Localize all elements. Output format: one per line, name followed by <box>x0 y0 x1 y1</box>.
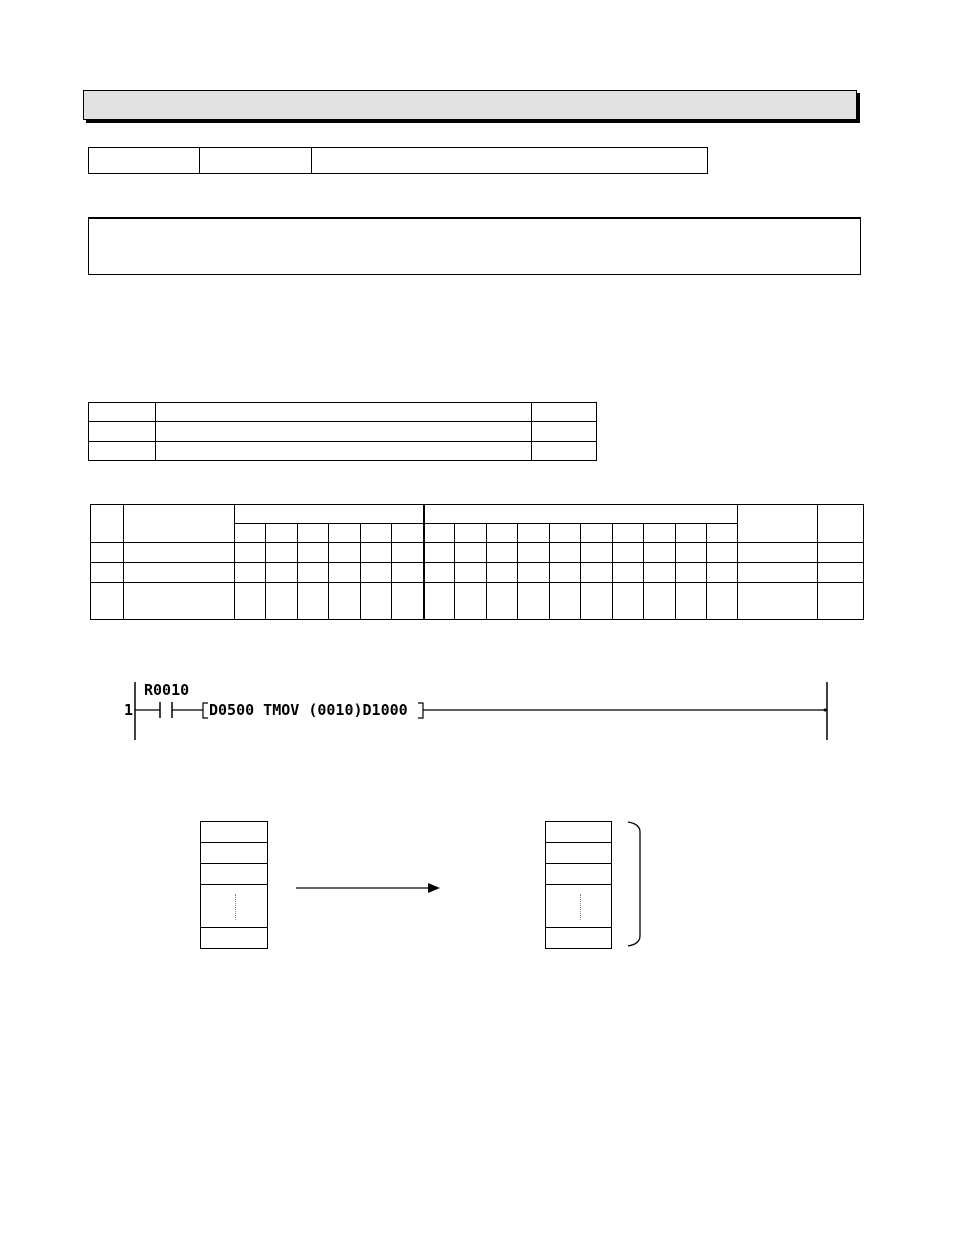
register-cell-ellipsis <box>545 884 612 928</box>
register-cell <box>545 842 612 864</box>
transfer-arrow <box>290 878 450 898</box>
register-cell <box>200 821 268 843</box>
register-cell <box>545 863 612 885</box>
rung-end-dot <box>824 709 827 712</box>
register-cell-ellipsis <box>200 884 268 928</box>
range-brace <box>620 818 650 950</box>
instruction-text: D0500 TMOV (0010)D1000 <box>209 701 408 719</box>
instruction-right-bracket <box>418 703 423 718</box>
register-cell <box>200 863 268 885</box>
contact-label: R0010 <box>144 681 190 699</box>
destination-register-block <box>545 821 612 949</box>
register-cell <box>545 927 612 949</box>
register-cell <box>200 927 268 949</box>
rung-number: 1 <box>124 701 134 719</box>
register-cell <box>545 821 612 843</box>
source-register-block <box>200 821 268 949</box>
instruction-left-bracket <box>203 703 208 718</box>
register-cell <box>200 842 268 864</box>
